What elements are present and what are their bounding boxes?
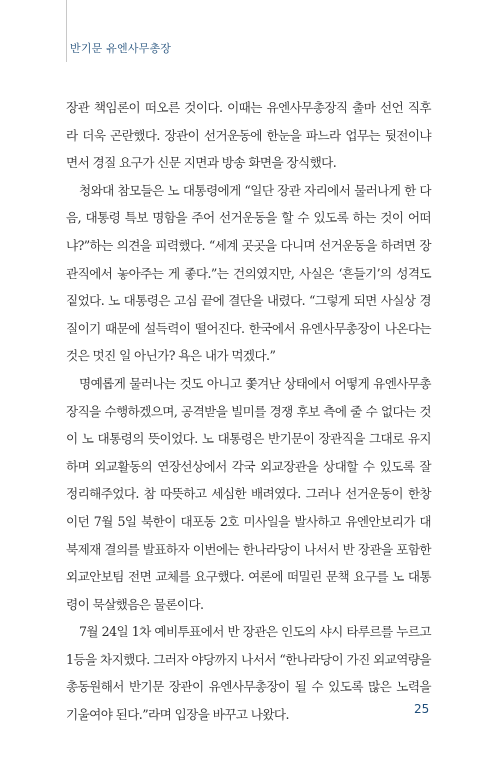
body-text [66,94,431,729]
paragraph: 7월 24일 1차 예비투표에서 반 장관은 인도의 샤시 타루르를 누르고 1등을 차지했다. 그러자 야당까지 나서서 “한나라당이 가진 외교역량을 총동원해서 반기문 장관이 유엔사무총장이 될 수 있도록 많은 노력을 기울여야 된다.”라며 입장을 바꾸고 나왔다. [66,624,431,723]
header-rule [66,0,67,62]
running-head: 반기문 유엔사무총장 [70,42,172,55]
paragraph: 장관 책임론이 떠오른 것이다. 이때는 유엔사무총장직 출마 선언 직후라 더욱 곤란했다. 장관이 선거운동에 한눈을 파느라 업무는 뒷전이냐면서 경질 요구가 신문 지면과 방송 화면을 장식했다. [66,100,431,171]
paragraph: 청와대 참모들은 노 대통령에게 “일단 장관 자리에서 물러나게 한 다음, 대통령 특보 명함을 주어 선거운동을 할 수 있도록 하는 것이 어떠냐?”하는 의견을 피력했다. “세계 곳곳을 다니며 선거운동을 하려면 장관직에서 놓아주는 게 좋다.”는 건의였지만, 사실은 ‘흔들기’의 성격도 짙었다. 노 대통령은 고심 끝에 결단을 내렸다. “그렇게 되면 사실상 경질이기 때문에 설득력이 떨어진다. 한국에서 유엔사무총장이 나온다는 것은 멋진 일 아닌가? 욕은 내가 먹겠다.” [66,182,431,364]
page-number: 25 [414,702,430,716]
paragraph: 명예롭게 물러나는 것도 아니고 쫓겨난 상태에서 어떻게 유엔사무총장직을 수행하겠으며, 공격받을 빌미를 경쟁 후보 측에 줄 수 없다는 것이 노 대통령의 뜻이었다. 노 대통령은 반기문이 장관직을 그대로 유지하며 외교활동의 연장선상에서 각국 외교장관을 상대할 수 있도록 잘 정리해주었다. 참 따뜻하고 세심한 배려였다. 그러나 선거운동이 한창이던 7월 5일 북한이 대포동 2호 미사일을 발사하고 유엔안보리가 대북제재 결의를 발표하자 이번에는 한나라당이 나서서 반 장관을 포함한 외교안보팀 전면 교체를 요구했다. 여론에 떠밀린 문책 요구를 노 대통령이 묵살했음은 물론이다. [66,375,431,612]
